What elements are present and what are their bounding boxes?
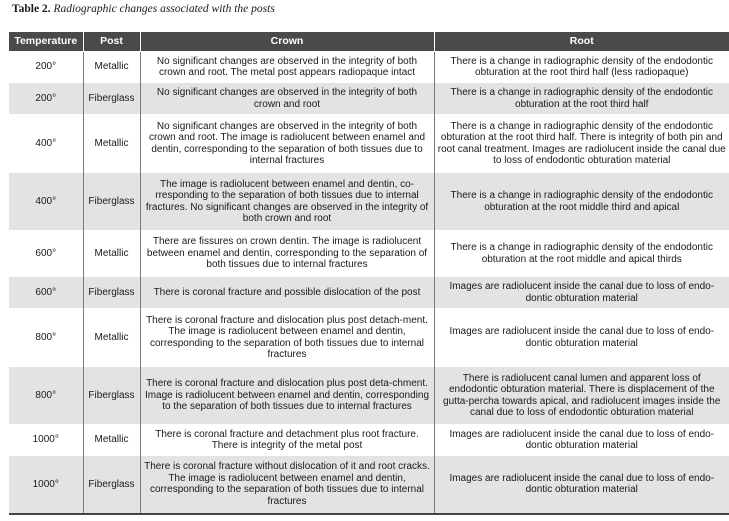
cell-post: Metallic <box>83 52 140 83</box>
header-temperature: Temperature <box>9 32 83 52</box>
cell-crown: No significant changes are observed in the integrity of both crown and root. The metal post appears radiopaque intact <box>140 52 434 83</box>
header-post: Post <box>83 32 140 52</box>
cell-root: There is radiolucent canal lumen and apparent loss of endodontic obturation material. There is displacement of the gutta-percha towards apical, and radiolucent images inside the canal due to loss of endodontic obturation material <box>434 367 729 425</box>
table-caption <box>12 2 275 16</box>
table-row <box>9 456 729 514</box>
table-row <box>9 277 729 309</box>
table-body <box>9 52 729 514</box>
table-row <box>9 115 729 173</box>
cell-temperature: 200° <box>9 52 83 83</box>
cell-post: Fiberglass <box>83 456 140 514</box>
cell-crown: No significant changes are observed in the integrity of both crown and root. The image is radiolucent between enamel and dentin, corresponding to the separation of both tissues due to internal fractures <box>140 115 434 173</box>
cell-crown: There is coronal fracture and possible dislocation of the post <box>140 277 434 309</box>
cell-root: There is a change in radiographic density of the endodontic obturation at the root middle third and apical <box>434 173 729 231</box>
table-row <box>9 425 729 456</box>
cell-root: There is a change in radiographic density of the endodontic obturation at the root third half <box>434 83 729 115</box>
cell-post: Metallic <box>83 231 140 277</box>
table-row <box>9 173 729 231</box>
header-crown: Crown <box>140 32 434 52</box>
cell-temperature: 400° <box>9 173 83 231</box>
cell-crown: The image is radiolucent between enamel and dentin, co-rresponding to the separation of both tissues due to internal fractures. No significant changes are observed in the integrity of both crown and root <box>140 173 434 231</box>
table-caption-label: Table 2. <box>12 3 51 15</box>
cell-crown: There is coronal fracture and dislocation plus post detach-ment. The image is radiolucent between enamel and dentin, corresponding to the separation of both tissues due to internal fractures <box>140 309 434 367</box>
table-row <box>9 231 729 277</box>
radiographic-changes-table <box>9 32 729 515</box>
table-row <box>9 83 729 115</box>
cell-crown: There is coronal fracture and dislocation plus post deta-chment. Image is radiolucent between enamel and dentin, corresponding to the separation of both tissues due to internal fractures <box>140 367 434 425</box>
cell-root: Images are radiolucent inside the canal due to loss of endo-dontic obturation material <box>434 456 729 514</box>
cell-post: Fiberglass <box>83 277 140 309</box>
cell-temperature: 400° <box>9 115 83 173</box>
cell-temperature: 600° <box>9 277 83 309</box>
cell-post: Metallic <box>83 115 140 173</box>
cell-post: Metallic <box>83 425 140 456</box>
cell-post: Metallic <box>83 309 140 367</box>
cell-root: There is a change in radiographic density of the endodontic obturation at the root middle and apical thirds <box>434 231 729 277</box>
cell-temperature: 800° <box>9 309 83 367</box>
cell-root: There is a change in radiographic density of the endodontic obturation at the root third half. There is integrity of both pin and root canal treatment. Images are radiolucent inside the canal due to loss of endodontic obturation material <box>434 115 729 173</box>
cell-crown: There are fissures on crown dentin. The image is radiolucent between enamel and dentin, corresponding to the separation of both tissues due to internal fractures <box>140 231 434 277</box>
cell-crown: No significant changes are observed in the integrity of both crown and root <box>140 83 434 115</box>
table-row <box>9 367 729 425</box>
cell-temperature: 600° <box>9 231 83 277</box>
cell-temperature: 1000° <box>9 425 83 456</box>
table-header-row <box>9 32 729 52</box>
cell-root: There is a change in radiographic density of the endodontic obturation at the root third half (less radiopaque) <box>434 52 729 83</box>
table-header <box>9 32 729 52</box>
header-root: Root <box>434 32 729 52</box>
table-row <box>9 52 729 83</box>
cell-root: Images are radiolucent inside the canal due to loss of endo-dontic obturation material <box>434 277 729 309</box>
table-row <box>9 309 729 367</box>
table-caption-title: Radiographic changes associated with the posts <box>53 3 275 15</box>
cell-post: Fiberglass <box>83 367 140 425</box>
cell-temperature: 1000° <box>9 456 83 514</box>
cell-root: Images are radiolucent inside the canal due to loss of endo-dontic obturation material <box>434 425 729 456</box>
cell-temperature: 800° <box>9 367 83 425</box>
cell-post: Fiberglass <box>83 173 140 231</box>
cell-temperature: 200° <box>9 83 83 115</box>
cell-crown: There is coronal fracture without dislocation of it and root cracks. The image is radiolucent between enamel and dentin, corresponding to the separation of both tissues due to internal fractures <box>140 456 434 514</box>
cell-root: Images are radiolucent inside the canal due to loss of endo-dontic obturation material <box>434 309 729 367</box>
cell-crown: There is coronal fracture and detachment plus root fracture. There is integrity of the metal post <box>140 425 434 456</box>
cell-post: Fiberglass <box>83 83 140 115</box>
